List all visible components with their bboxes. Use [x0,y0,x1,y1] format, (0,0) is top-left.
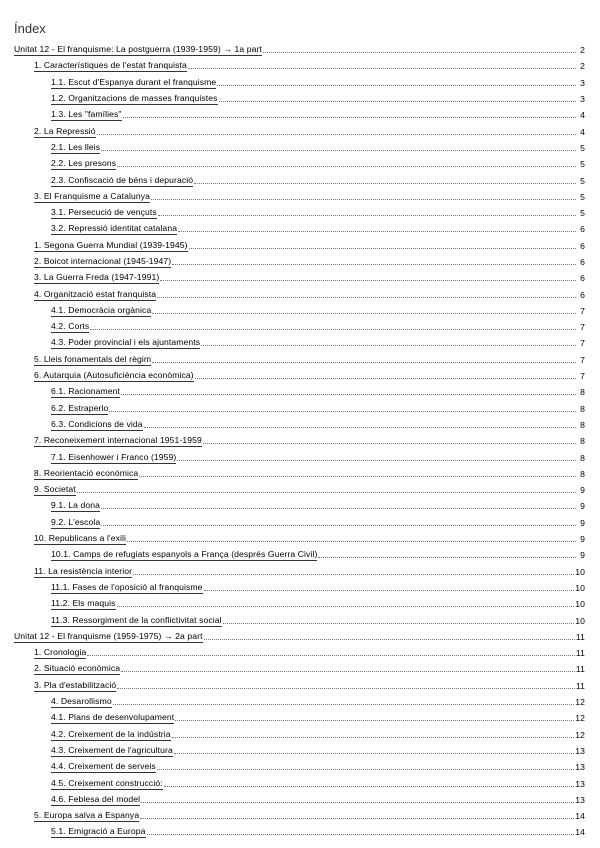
dot-leader [263,45,576,53]
toc-entry[interactable] [0,449,600,465]
toc-entry-link[interactable]: 11.1. Fases de l'oposició al franquisme [51,581,203,592]
dot-leader [174,746,574,754]
toc-entry-link[interactable]: 1.3. Les "famílies" [51,109,122,120]
toc-page-number: 2 [580,61,585,72]
toc-entry-link[interactable]: 5. Europa salva a Espanya [34,810,140,821]
toc-entry-link[interactable]: 1.1. Escut d'Espanya durant el franquisme [51,76,217,87]
dot-leader [152,355,576,363]
dot-leader [160,273,576,281]
toc-page-number: 9 [580,485,585,496]
toc-entry[interactable] [0,694,600,710]
toc-entry[interactable] [0,824,600,840]
toc-entry[interactable] [0,368,600,384]
dot-leader [101,518,576,526]
toc-entry[interactable] [0,759,600,775]
toc-page-number: 8 [580,387,585,398]
toc-entry-link[interactable]: 7. Reconeixement internacional 1951-1959 [34,435,202,446]
toc-entry-link[interactable]: 2.1. Les lleis [51,141,101,152]
dot-leader [204,632,575,640]
toc-entry-link[interactable]: 8. Reorientació econòmica [34,467,139,478]
toc-entry[interactable] [0,156,600,172]
toc-entry-link[interactable]: 10.1. Camps de refugiats espanyols a França (després Guerra Civil) [51,549,318,560]
dot-leader [117,681,575,689]
dot-leader [121,664,575,672]
toc-page-number: 6 [580,224,585,235]
dot-leader [147,827,575,835]
toc-page-number: 9 [580,550,585,561]
dot-leader [101,143,576,151]
toc-page-number: 8 [580,403,585,414]
dot-leader [164,779,575,787]
dot-leader [217,78,576,86]
toc-entry-link[interactable]: 1. Segona Guerra Mundial (1939-1945) [34,239,188,250]
toc-entry-link[interactable]: 11. La resistència interior [34,565,133,576]
dot-leader [157,762,574,770]
toc-entry-link[interactable]: 6.1. Racionament [51,386,120,397]
dot-leader [175,713,574,721]
toc-page-number: 13 [575,762,585,773]
dot-leader [158,208,576,216]
toc-entry-link[interactable]: 4. Desarollismo [51,696,112,707]
toc-entry[interactable] [0,352,600,368]
toc-page-number: 9 [580,517,585,528]
dot-leader [204,583,575,591]
dot-leader [172,730,575,738]
toc-entry[interactable] [0,808,600,824]
toc-entry[interactable] [0,547,600,563]
toc-entry[interactable] [0,270,600,286]
toc-page-number: 8 [580,436,585,447]
toc-entry[interactable] [0,286,600,302]
dot-leader [117,159,576,167]
toc-entry-link[interactable]: 3. Pla d'estabilització [34,679,117,690]
toc-page-number: 8 [580,468,585,479]
toc-entry-link[interactable]: 11.2. Els maquis [51,598,116,609]
toc-entry[interactable] [0,580,600,596]
toc-entry[interactable] [0,596,600,612]
toc-entry-link[interactable]: 9. Societat [34,484,76,495]
toc-entry-link[interactable]: 6. Autarquia (Autosuficiència econòmica) [34,370,194,381]
toc-entry[interactable] [0,433,600,449]
dot-leader [117,599,575,607]
toc-page-number: 3 [580,77,585,88]
toc-entry[interactable] [0,123,600,139]
toc-entry-link[interactable]: 5. Lleis fonamentals del règim [34,353,152,364]
toc-entry[interactable] [0,254,600,270]
dot-leader [139,469,576,477]
toc-entry-link[interactable]: 2.2. Les presons [51,158,117,169]
dot-leader [151,192,576,200]
toc-page-number: 10 [575,615,585,626]
toc-page-number: 7 [580,371,585,382]
toc-page-number: 12 [575,697,585,708]
toc-entry-link[interactable]: 6.3. Condicions de vida [51,418,143,429]
toc-entry[interactable] [0,564,600,580]
toc-entry-link[interactable]: 6.2. Estraperlo [51,402,109,413]
toc-entry[interactable] [0,140,600,156]
toc-entry[interactable] [0,42,600,58]
toc-page-number: 8 [580,452,585,463]
dot-leader [189,241,576,249]
toc-page-number: 5 [580,142,585,153]
toc-page-number: 4 [580,126,585,137]
toc-page-number: 12 [575,729,585,740]
toc-entry[interactable] [0,792,600,808]
toc-entry[interactable] [0,531,600,547]
toc-entry[interactable] [0,743,600,759]
toc-entry-link[interactable]: 1. Característiques de l'estat franquista [34,60,187,71]
toc-page-number: 5 [580,175,585,186]
toc-entry-link[interactable]: 3.1. Persecució de vençuts [51,207,157,218]
toc-entry-link[interactable]: 1.2. Organitzacions de masses franquistes [51,93,218,104]
toc-page-number: 10 [575,582,585,593]
toc-entry-link[interactable]: 1. Cronologia [34,647,87,658]
toc-entry-link[interactable]: 3. La Guerra Freda (1947-1991) [34,272,160,283]
toc-entry-link[interactable]: 3.2. Repressió identitat catalana [51,223,178,234]
toc-page-number: 7 [580,322,585,333]
toc-entry[interactable] [0,384,600,400]
toc-entry[interactable] [0,678,600,694]
toc-page-number: 6 [580,289,585,300]
toc-page-number: 3 [580,94,585,105]
toc-entry[interactable] [0,205,600,221]
dot-leader [152,306,576,314]
dot-leader [188,61,576,69]
dot-leader [109,404,576,412]
toc-entry-link[interactable]: 3. El Franquisme a Catalunya [34,190,151,201]
dot-leader [133,567,574,575]
toc-page-number: 14 [575,811,585,822]
dot-leader [141,795,574,803]
toc-entry[interactable] [0,612,600,628]
toc-entry[interactable] [0,335,600,351]
toc-page-number: 11 [575,631,585,642]
toc-entry-link[interactable]: 2. La Repressió [34,125,96,136]
toc-page-number: 12 [575,713,585,724]
dot-leader [194,176,576,184]
toc-entry-link[interactable]: 9.2. L'escola [51,516,101,527]
toc-page-number: 9 [580,534,585,545]
toc-page-number: 6 [580,240,585,251]
toc-page-number: 7 [580,338,585,349]
toc-page-number: 13 [575,778,585,789]
toc-entry-link[interactable]: 4.3. Poder provincial i els ajuntaments [51,337,201,348]
index-title: Índex [14,21,46,36]
toc-entry[interactable] [0,58,600,74]
toc-entry[interactable] [0,238,600,254]
toc-entry[interactable] [0,710,600,726]
toc-page-number: 6 [580,257,585,267]
dot-leader [127,534,576,542]
toc-page-number: 9 [580,501,585,512]
toc-entry[interactable] [0,319,600,335]
dot-leader [219,94,576,102]
toc-entry[interactable] [0,417,600,433]
toc-entry[interactable] [0,661,600,677]
toc-entry-link[interactable]: 4.1. Democràcia orgànica [51,304,152,315]
toc-entry-link[interactable]: 4.2. Creixement de la indústria [51,728,171,739]
toc-entry[interactable] [0,775,600,791]
toc-entry-link[interactable]: 5.1. Emigració a Europa [51,826,146,837]
toc-page-number: 11 [575,664,585,675]
toc-entry[interactable] [0,189,600,205]
dot-leader [157,290,576,298]
toc-entry-link[interactable]: 2. Boicot internacional (1945-1947) [34,256,172,266]
toc-page-number: 7 [580,354,585,365]
dot-leader [121,387,576,395]
toc-entry[interactable] [0,107,600,123]
table-of-contents [0,42,600,841]
toc-entry-link[interactable]: 9.1. La dona [51,500,100,511]
dot-leader [113,697,575,705]
toc-entry[interactable] [0,91,600,107]
dot-leader [123,110,576,118]
dot-leader [144,420,576,428]
toc-entry-link[interactable]: Unitat 12 - El franquisme (1959-1975) → 2a part [14,630,203,641]
toc-page-number: 5 [580,159,585,170]
toc-entry-link[interactable]: 10. Republicans a l'exili [34,533,127,544]
toc-entry[interactable] [0,645,600,661]
toc-entry-link[interactable]: 2. Situació econòmica [34,663,121,674]
dot-leader [178,224,576,232]
toc-entry-link[interactable]: 4.6. Feblesa del model [51,793,141,804]
toc-entry[interactable] [0,466,600,482]
dot-leader [97,127,576,135]
dot-leader [140,811,574,819]
toc-page-number: 6 [580,273,585,284]
toc-page-number: 13 [575,745,585,756]
dot-leader [90,322,576,330]
dot-leader [318,550,576,558]
toc-page-number: 4 [580,110,585,121]
toc-page-number: 11 [575,648,585,659]
dot-leader [77,485,576,493]
toc-page-number: 7 [580,305,585,316]
toc-entry-link[interactable]: Unitat 12 - El franquisme: La postguerra (1939-1959) → 1a part [14,44,262,55]
toc-page-number: 13 [575,794,585,805]
toc-entry[interactable] [0,515,600,531]
toc-entry[interactable] [0,75,600,91]
toc-entry[interactable] [0,629,600,645]
dot-leader [203,436,576,444]
dot-leader [223,616,575,624]
toc-page-number: 14 [575,827,585,838]
toc-page-number: 10 [575,566,585,577]
toc-entry-link[interactable]: 11.3. Ressorgiment de la conflictivitat social [51,614,222,625]
toc-page-number: 5 [580,208,585,219]
toc-entry-link[interactable]: 4.5. Creixement construcció: [51,777,163,788]
toc-page-number: 11 [575,680,585,691]
toc-entry[interactable] [0,172,600,188]
toc-entry[interactable] [0,482,600,498]
dot-leader [201,338,576,346]
toc-entry-link[interactable]: 7.1. Eisenhower i Franco (1959) [51,451,177,462]
toc-entry[interactable] [0,303,600,319]
toc-entry-link[interactable]: 4.1. Plans de desenvolupament [51,712,175,723]
dot-leader [87,648,574,656]
toc-entry-link[interactable]: 4.4. Creixement de serveis [51,761,156,772]
toc-entry-link[interactable]: 2.3. Confiscació de béns i depuració [51,174,194,185]
dot-leader [177,453,576,461]
toc-entry-link[interactable]: 4.2. Corts [51,321,90,332]
toc-entry-link[interactable]: 4. Organització estat franquista [34,288,157,299]
dot-leader [172,257,576,265]
toc-entry[interactable] [0,221,600,237]
toc-page-number: 10 [575,599,585,610]
toc-entry[interactable] [0,401,600,417]
toc-page-number: 5 [580,191,585,202]
dot-leader [195,371,576,379]
toc-entry[interactable] [0,498,600,514]
toc-page-number: 8 [580,419,585,430]
toc-entry-link[interactable]: 4.3. Creixement de l'agricultura [51,744,173,755]
dot-leader [101,501,576,509]
toc-entry[interactable] [0,726,600,742]
toc-page-number: 2 [580,45,585,56]
